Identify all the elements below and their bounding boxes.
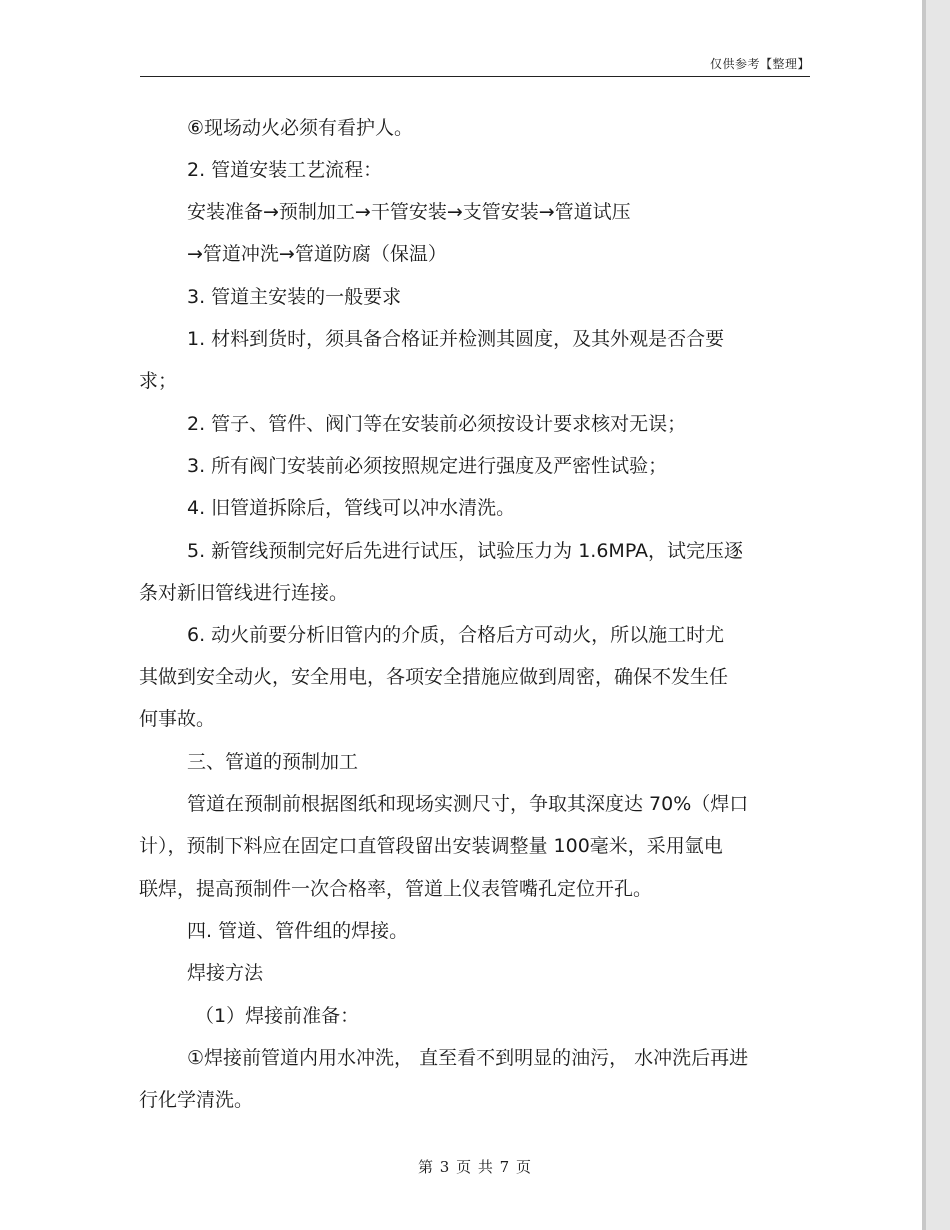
page-footer: 第 3 页 共 7 页 [418,1158,532,1176]
body-line: ①焊接前管道内用水冲洗， 直至看不到明显的油污， 水冲洗后再进 [187,1047,749,1069]
section-heading: 四. 管道、管件组的焊接。 [187,920,409,942]
body-line: 2. 管道安装工艺流程： [187,159,383,181]
body-line: →管道冲洗→管道防腐（保温） [187,243,447,265]
body-line: 管道在预制前根据图纸和现场实测尺寸，争取其深度达 70%（焊口 [187,793,749,815]
body-line: 其做到安全动火，安全用电，各项安全措施应做到周密，确保不发生任 [139,666,729,688]
body-line: 行化学清洗。 [139,1089,254,1111]
body-line: （1）焊接前准备： [195,1005,360,1027]
body-line: 6. 动火前要分析旧管内的介质，合格后方可动火，所以施工时尤 [187,624,725,646]
body-line: 焊接方法 [187,962,264,984]
header-divider [140,76,810,77]
body-line: 1. 材料到货时，须具备合格证并检测其圆度，及其外观是否合要 [187,328,725,350]
body-line: ⑥现场动火必须有看护人。 [187,117,414,139]
body-line: 4. 旧管道拆除后，管线可以冲水清洗。 [187,497,516,519]
body-line: 联焊，提高预制件一次合格率，管道上仪表管嘴孔定位开孔。 [139,878,653,900]
body-line: 求； [139,370,178,392]
body-line: 条对新旧管线进行连接。 [139,582,349,604]
body-line: 2. 管子、管件、阀门等在安装前必须按设计要求核对无误； [187,413,687,435]
body-line: 3. 管道主安装的一般要求 [187,286,402,308]
body-line: 3. 所有阀门安装前必须按照规定进行强度及严密性试验； [187,455,668,477]
body-line: 5. 新管线预制完好后先进行试压，试验压力为 1.6MPA，试完压逐 [187,540,744,562]
body-line: 何事故。 [139,708,216,730]
page-header-note: 仅供参考【整理】 [709,57,810,71]
page-edge-shadow [922,0,926,1230]
body-line: 安装准备→预制加工→干管安装→支管安装→管道试压 [187,201,631,223]
section-heading: 三、管道的预制加工 [187,751,359,773]
body-line: 计），预制下料应在固定口直管段留出安装调整量 100毫米，采用氩电 [139,835,723,857]
